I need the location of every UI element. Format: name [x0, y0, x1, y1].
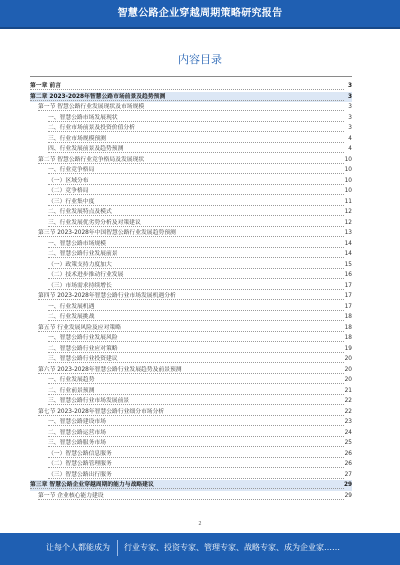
toc-entry[interactable]: [30, 365, 352, 376]
report-header: [0, 0, 400, 29]
toc-entry[interactable]: [30, 134, 352, 145]
toc-entry-text: 第一章 前言: [30, 83, 62, 89]
toc-entry-leader: [48, 176, 344, 185]
toc-entry-leader: [48, 386, 344, 395]
toc-entry-leader: [48, 417, 344, 426]
toc-entry-page: 17: [344, 303, 352, 310]
toc-entry-page: 10: [344, 167, 352, 173]
toc-entry-page: 20: [344, 366, 352, 373]
toc-entry-page: 29: [344, 482, 353, 488]
toc-entry-leader: [48, 281, 344, 290]
toc-entry-leader: [38, 155, 344, 164]
toc-entry-text: 第一节 智慧公路行业发展现状及市场规模: [38, 104, 145, 110]
toc-entry-text: 二、智慧公路行业应对策略: [48, 345, 118, 352]
toc-entry-leader: [38, 102, 344, 111]
toc-entry[interactable]: [30, 459, 352, 470]
toc-entry[interactable]: [30, 354, 352, 365]
toc-entry[interactable]: [30, 165, 352, 176]
toc-entry-leader: [38, 407, 344, 416]
toc-entry-text: （二）智慧公路管理服务: [48, 461, 112, 467]
toc-entry-leader: [38, 228, 344, 237]
toc-entry-page: 18: [344, 335, 352, 341]
toc-entry[interactable]: [30, 176, 352, 187]
toc-entry-leader: [48, 113, 344, 122]
toc-entry-page: 20: [344, 356, 352, 362]
toc-entry-text: （三）行业集中度: [48, 198, 95, 205]
toc-entry-page: 20: [344, 377, 352, 383]
footer-tagline: 行业专家、投资专家、管理专家、战略专家、成为企业家……: [124, 543, 340, 552]
toc-entry-leader: [48, 134, 344, 143]
toc-entry-leader: [48, 438, 344, 447]
toc-entry-leader: [30, 92, 344, 101]
toc-entry[interactable]: [30, 417, 352, 428]
toc-entry-text: 第七节 2023-2028年智慧公路行业细分市场分析: [38, 408, 165, 415]
toc-entry-leader: [48, 449, 344, 458]
toc-entry[interactable]: [30, 186, 352, 197]
report-title: 智慧公路企业穿越周期策略研究报告: [117, 8, 283, 19]
toc-entry-leader: [48, 186, 344, 195]
toc-entry-page: 3: [348, 125, 352, 131]
toc-entry-page: 17: [344, 282, 352, 289]
toc-entry[interactable]: [30, 197, 352, 208]
toc-entry-text: 二、行业发展特点及模式: [48, 209, 112, 215]
toc-entry[interactable]: [30, 449, 352, 460]
toc-entry-page: 23: [344, 419, 352, 425]
footer-slogan: 让每个人都能成为: [46, 543, 110, 552]
toc-entry-leader: [38, 491, 344, 500]
toc-entry-leader: [48, 302, 344, 311]
toc-entry-text: 三、行业发展优劣势分析及对策建议: [48, 219, 141, 226]
toc-entry-leader: [48, 239, 344, 248]
toc-entry[interactable]: [30, 407, 352, 418]
toc-entry[interactable]: [30, 207, 352, 218]
toc-entry[interactable]: [30, 81, 352, 92]
toc-entry[interactable]: [30, 239, 352, 250]
toc-entry-page: 10: [344, 188, 352, 194]
toc-entry-text: 一、智慧公路市场规模: [48, 240, 106, 247]
toc-entry-page: 11: [344, 198, 352, 205]
toc-entry-leader: [48, 270, 344, 279]
toc-entry-leader: [48, 207, 344, 216]
toc-entry-text: 三、智慧公路行业市场发展前景: [48, 398, 130, 404]
toc-entry[interactable]: [30, 270, 352, 281]
toc-entry-leader: [48, 396, 344, 405]
toc-entry-text: 二、智慧公路行业发展前景: [48, 251, 118, 257]
toc-entry-text: （一）政策支持力度加大: [48, 261, 112, 268]
toc-title: 内容目录: [178, 53, 222, 66]
toc-entry[interactable]: [30, 344, 352, 355]
toc-entry-page: 25: [344, 440, 352, 446]
toc-entry-leader: [30, 81, 344, 90]
toc-entry[interactable]: [30, 396, 352, 407]
toc-entry-text: 一、智慧公路行业发展风险: [48, 335, 118, 341]
toc-entry-page: 26: [344, 450, 352, 457]
page-number: 2: [198, 521, 202, 527]
toc-entry[interactable]: [30, 333, 352, 344]
toc-entry[interactable]: [30, 249, 352, 260]
toc-entry-text: 第二章 2023-2028年智慧公路市场前景及趋势预测: [30, 93, 166, 100]
toc-entry-text: 二、行业发展挑战: [48, 314, 95, 320]
toc-entry-text: （三）智慧公路出行服务: [48, 471, 112, 478]
toc-entry[interactable]: [30, 470, 352, 481]
toc-entry-text: 二、智慧公路运营市场: [48, 429, 106, 436]
toc-entry-leader: [48, 144, 344, 153]
toc-entry-text: （二）竞争格局: [48, 188, 89, 194]
toc-entry-page: 17: [344, 293, 352, 299]
toc-entry-leader: [48, 333, 344, 342]
toc-entry-text: （三）市场需求持续增长: [48, 282, 112, 289]
toc-entry[interactable]: [30, 428, 352, 439]
toc-entry-page: 22: [344, 398, 352, 404]
toc-entry[interactable]: [30, 281, 352, 292]
toc-entry[interactable]: [30, 375, 352, 386]
toc-entry-text: 第六节 2023-2028年智慧公路行业发展趋势及前景预测: [38, 366, 182, 373]
table-of-contents: [30, 81, 352, 501]
toc-entry-text: 二、行业前景预测: [48, 387, 95, 394]
toc-entry-text: 第一节 企业核心能力建设: [38, 492, 104, 499]
toc-entry-page: 10: [344, 156, 352, 163]
toc-entry-page: 14: [344, 240, 352, 247]
toc-entry-text: 三、智慧公路行业投资建议: [48, 356, 118, 362]
toc-entry-page: 4: [348, 146, 352, 152]
toc-entry-text: 一、智慧公路市场发展现状: [48, 114, 118, 121]
toc-entry[interactable]: [30, 218, 352, 229]
toc-entry-text: （一）智慧公路信息服务: [48, 450, 112, 457]
toc-entry[interactable]: [30, 491, 352, 502]
toc-entry-page: 3: [348, 114, 352, 121]
toc-entry-text: 四、行业发展前景及趋势预测: [48, 146, 124, 152]
toc-entry[interactable]: [30, 92, 352, 103]
toc-entry[interactable]: [30, 480, 352, 491]
toc-entry-page: 13: [344, 230, 352, 236]
toc-entry-page: 22: [344, 408, 352, 415]
toc-entry-page: 18: [344, 324, 352, 331]
toc-entry-page: 14: [344, 251, 352, 257]
toc-entry-leader: [38, 291, 344, 300]
title-divider: [30, 76, 352, 77]
toc-entry-text: 第四节 2023-2028年智慧公路行业市场发展机遇分析: [38, 293, 176, 299]
report-footer: [0, 533, 400, 565]
toc-entry-leader: [48, 459, 344, 468]
toc-entry-text: 第三章 智慧公路企业穿越周期的能力与战略建议: [30, 482, 154, 488]
toc-entry-leader: [48, 260, 344, 269]
toc-entry-text: 三、行业市场规模预测: [48, 135, 106, 142]
toc-entry-page: 18: [344, 314, 352, 320]
toc-entry-text: （二）技术进步推动行业发展: [48, 272, 124, 278]
toc-entry-leader: [38, 323, 344, 332]
toc-entry-text: 一、行业发展机遇: [48, 303, 95, 310]
toc-entry-text: 一、行业竞争格局: [48, 167, 95, 173]
toc-entry[interactable]: [30, 312, 352, 323]
toc-entry-leader: [48, 249, 344, 258]
toc-entry-page: 10: [344, 177, 352, 184]
toc-entry-page: 3: [347, 83, 352, 89]
toc-entry[interactable]: [30, 228, 352, 239]
toc-entry-text: 第五节 行业发展风险及应对策略: [38, 324, 121, 331]
toc-entry-page: 24: [344, 429, 352, 436]
toc-entry[interactable]: [30, 123, 352, 134]
toc-entry-page: 27: [344, 471, 352, 478]
toc-entry-leader: [48, 218, 344, 227]
toc-entry-text: 第三节 2023-2028年中国智慧公路行业发展趋势预测: [38, 230, 176, 236]
toc-entry[interactable]: [30, 302, 352, 313]
toc-entry-leader: [48, 344, 344, 353]
toc-entry-leader: [38, 365, 344, 374]
toc-entry-leader: [48, 375, 344, 384]
toc-entry-page: 29: [344, 492, 352, 499]
toc-entry[interactable]: [30, 386, 352, 397]
toc-entry-text: 三、智慧公路服务市场: [48, 440, 106, 446]
toc-entry-leader: [48, 312, 344, 321]
toc-entry[interactable]: [30, 323, 352, 334]
toc-entry[interactable]: [30, 291, 352, 302]
footer-divider: [117, 540, 118, 556]
toc-entry[interactable]: [30, 102, 352, 113]
toc-entry-leader: [48, 123, 344, 132]
toc-entry[interactable]: [30, 260, 352, 271]
toc-entry-page: 12: [344, 219, 352, 226]
toc-entry[interactable]: [30, 144, 352, 155]
toc-entry-leader: [30, 480, 344, 489]
toc-entry-leader: [48, 428, 344, 437]
toc-entry-text: （一）区域分布: [48, 177, 89, 184]
toc-entry[interactable]: [30, 155, 352, 166]
toc-entry-page: 3: [347, 93, 352, 100]
toc-entry-text: 二、行业市场前景及投资价值分析: [48, 125, 135, 131]
toc-entry-text: 一、智慧公路建设市场: [48, 419, 106, 425]
toc-entry-leader: [48, 165, 344, 174]
toc-entry-page: 3: [348, 104, 352, 110]
toc-entry-leader: [48, 354, 344, 363]
toc-entry[interactable]: [30, 113, 352, 124]
toc-entry-page: 19: [344, 345, 352, 352]
toc-entry[interactable]: [30, 438, 352, 449]
toc-entry-page: 12: [344, 209, 352, 215]
toc-entry-text: 第二节 智慧公路行业竞争格局及发展现状: [38, 156, 145, 163]
toc-entry-page: 15: [344, 261, 352, 268]
toc-entry-page: 16: [344, 272, 352, 278]
toc-entry-page: 21: [344, 387, 352, 394]
toc-entry-page: 26: [344, 461, 352, 467]
toc-entry-leader: [48, 197, 344, 206]
toc-entry-page: 4: [348, 135, 352, 142]
toc-entry-leader: [48, 470, 344, 479]
toc-entry-text: 一、行业发展趋势: [48, 377, 95, 383]
